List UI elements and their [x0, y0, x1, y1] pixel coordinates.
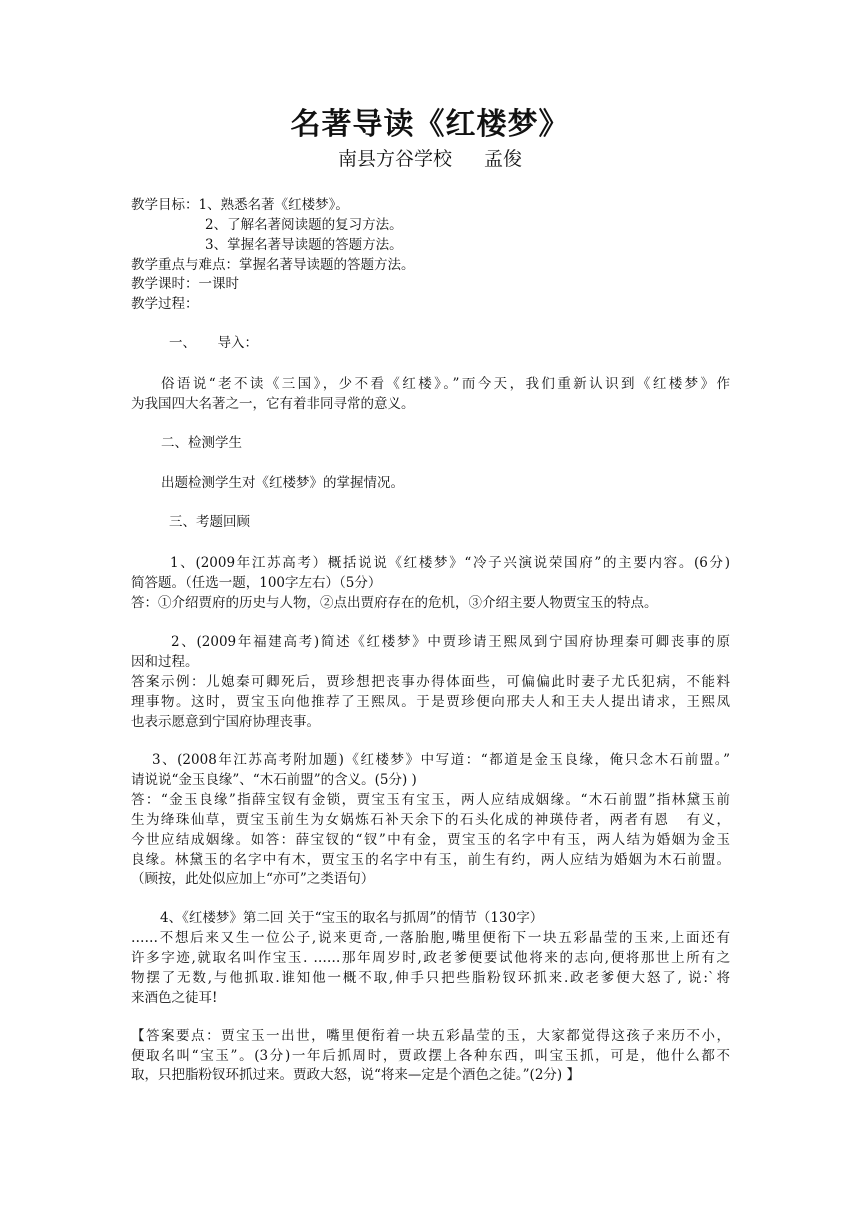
section-heading-intro: 一、 导入：	[169, 335, 258, 351]
key-points: 教学重点与难点：掌握名著导读题的答题方法。	[131, 257, 415, 273]
question-3-line: 3、(2008年江苏高考附加题)《红楼梦》中写道：“都道是金玉良缘，俺只念木石前盟。”	[152, 752, 730, 768]
question-3-answer-line: 答：“金玉良缘”指薛宝钗有金锁，贾宝玉有宝玉，两人应结成姻缘。“木石前盟”指林黛玉前	[131, 792, 730, 808]
objective-1: 教学目标：1、熟悉名著《红楼梦》。	[131, 197, 349, 213]
question-1-line: 简答题。（任选一题，100字左右）（5分）	[131, 575, 382, 591]
question-3-answer-line: 良缘。林黛玉的名字中有木，贾宝玉的名字中有玉，前生有约，两人应结为婚姻为木石前盟。	[131, 852, 730, 868]
question-4-answer-line: 取，只把脂粉钗环抓过来。贾政大怒，说“将来—定是个酒色之徒。”(2分) 】	[131, 1067, 580, 1083]
intro-paragraph-line: 俗语说“老不读《三国》，少不看《红楼》。”而今天，我们重新认识到《红楼梦》作	[161, 376, 730, 392]
teaching-process: 教学过程：	[131, 296, 199, 312]
question-2-answer-line: 也表示愿意到宁国府协理丧事。	[131, 714, 320, 730]
question-4-excerpt-line: ……不想后来又生一位公子,说来更奇,一落胎胞,嘴里便衔下一块五彩晶莹的玉来,上面还有	[131, 930, 730, 946]
question-4-line: 4、《红楼梦》第二回 关于“宝玉的取名与抓周”的情节（130字）	[160, 910, 544, 926]
question-2-answer-line: 答案示例：儿媳秦可卿死后，贾珍想把丧事办得体面些，可偏偏此时妻子尤氏犯病，不能料	[131, 674, 730, 690]
question-3-answer-line: 生为绛珠仙草，贾宝玉前生为女娲炼石补天余下的石头化成的神瑛侍者，两者有恩 有义，	[131, 812, 730, 828]
question-3-line: 请说说“金玉良缘”、“木石前盟”的含义。(5分) )	[131, 772, 417, 788]
question-3-note: （顾按，此处似应加上“亦可”之类语句）	[131, 871, 375, 887]
question-4-answer-line: 【答案要点：贾宝玉一出世，嘴里便衔着一块五彩晶莹的玉，大家都觉得这孩子来历不小，	[131, 1028, 730, 1044]
intro-paragraph-line: 为我国四大名著之一，它有着非同寻常的意义。	[131, 396, 415, 412]
question-2-line: 2、(2009年福建高考)简述《红楼梦》中贾珍请王熙凤到宁国府协理秦可卿丧事的原	[171, 634, 730, 650]
school-name: 南县方谷学校	[337, 148, 452, 170]
check-paragraph: 出题检测学生对《红楼梦》的掌握情况。	[161, 475, 404, 491]
question-4-answer-line: 便取名叫“宝玉”。(3分)一年后抓周时，贾政摆上各种东西，叫宝玉抓，可是，他什么都不	[131, 1048, 730, 1064]
section-heading-check: 二、检测学生	[161, 435, 242, 451]
page-subtitle	[0, 145, 860, 173]
question-4-excerpt-line: 物摆了无数,与他抓取.谁知他一概不取,伸手只把些脂粉钗环抓来.政老爹便大怒了, 说:`将	[131, 970, 730, 986]
author-name: 孟俊	[484, 148, 523, 170]
question-4-excerpt-line: 许多字迹,就取名叫作宝玉. ……那年周岁时,政老爹便要试他将来的志向,便将那世上所有之	[131, 950, 730, 966]
class-hours: 教学课时：一课时	[131, 276, 239, 292]
page-title: 名著导读《红楼梦》	[290, 107, 570, 142]
objective-3: 3、掌握名著导读题的答题方法。	[205, 237, 403, 253]
question-4-excerpt-line: 来酒色之徒耳!	[131, 990, 218, 1006]
question-1-answer: 答：①介绍贾府的历史与人物，②点出贾府存在的危机，③介绍主要人物贾宝玉的特点。	[131, 595, 658, 611]
section-heading-review: 三、考题回顾	[169, 514, 250, 530]
question-2-answer-line: 理事物。这时，贾宝玉向他推荐了王熙凤。于是贾珍便向邢夫人和王夫人提出请求，王熙凤	[131, 694, 730, 710]
question-3-answer-line: 今世应结成姻缘。如答：薛宝钗的“钗”中有金，贾宝玉的名字中有玉，两人结为婚姻为金玉	[131, 832, 730, 848]
question-1-line: 1、(2009年江苏高考）概括说说《红楼梦》“冷子兴演说荣国府”的主要内容。(6分)	[170, 555, 730, 571]
objective-2: 2、了解名著阅读题的复习方法。	[205, 217, 403, 233]
question-2-line: 因和过程。	[131, 654, 199, 670]
